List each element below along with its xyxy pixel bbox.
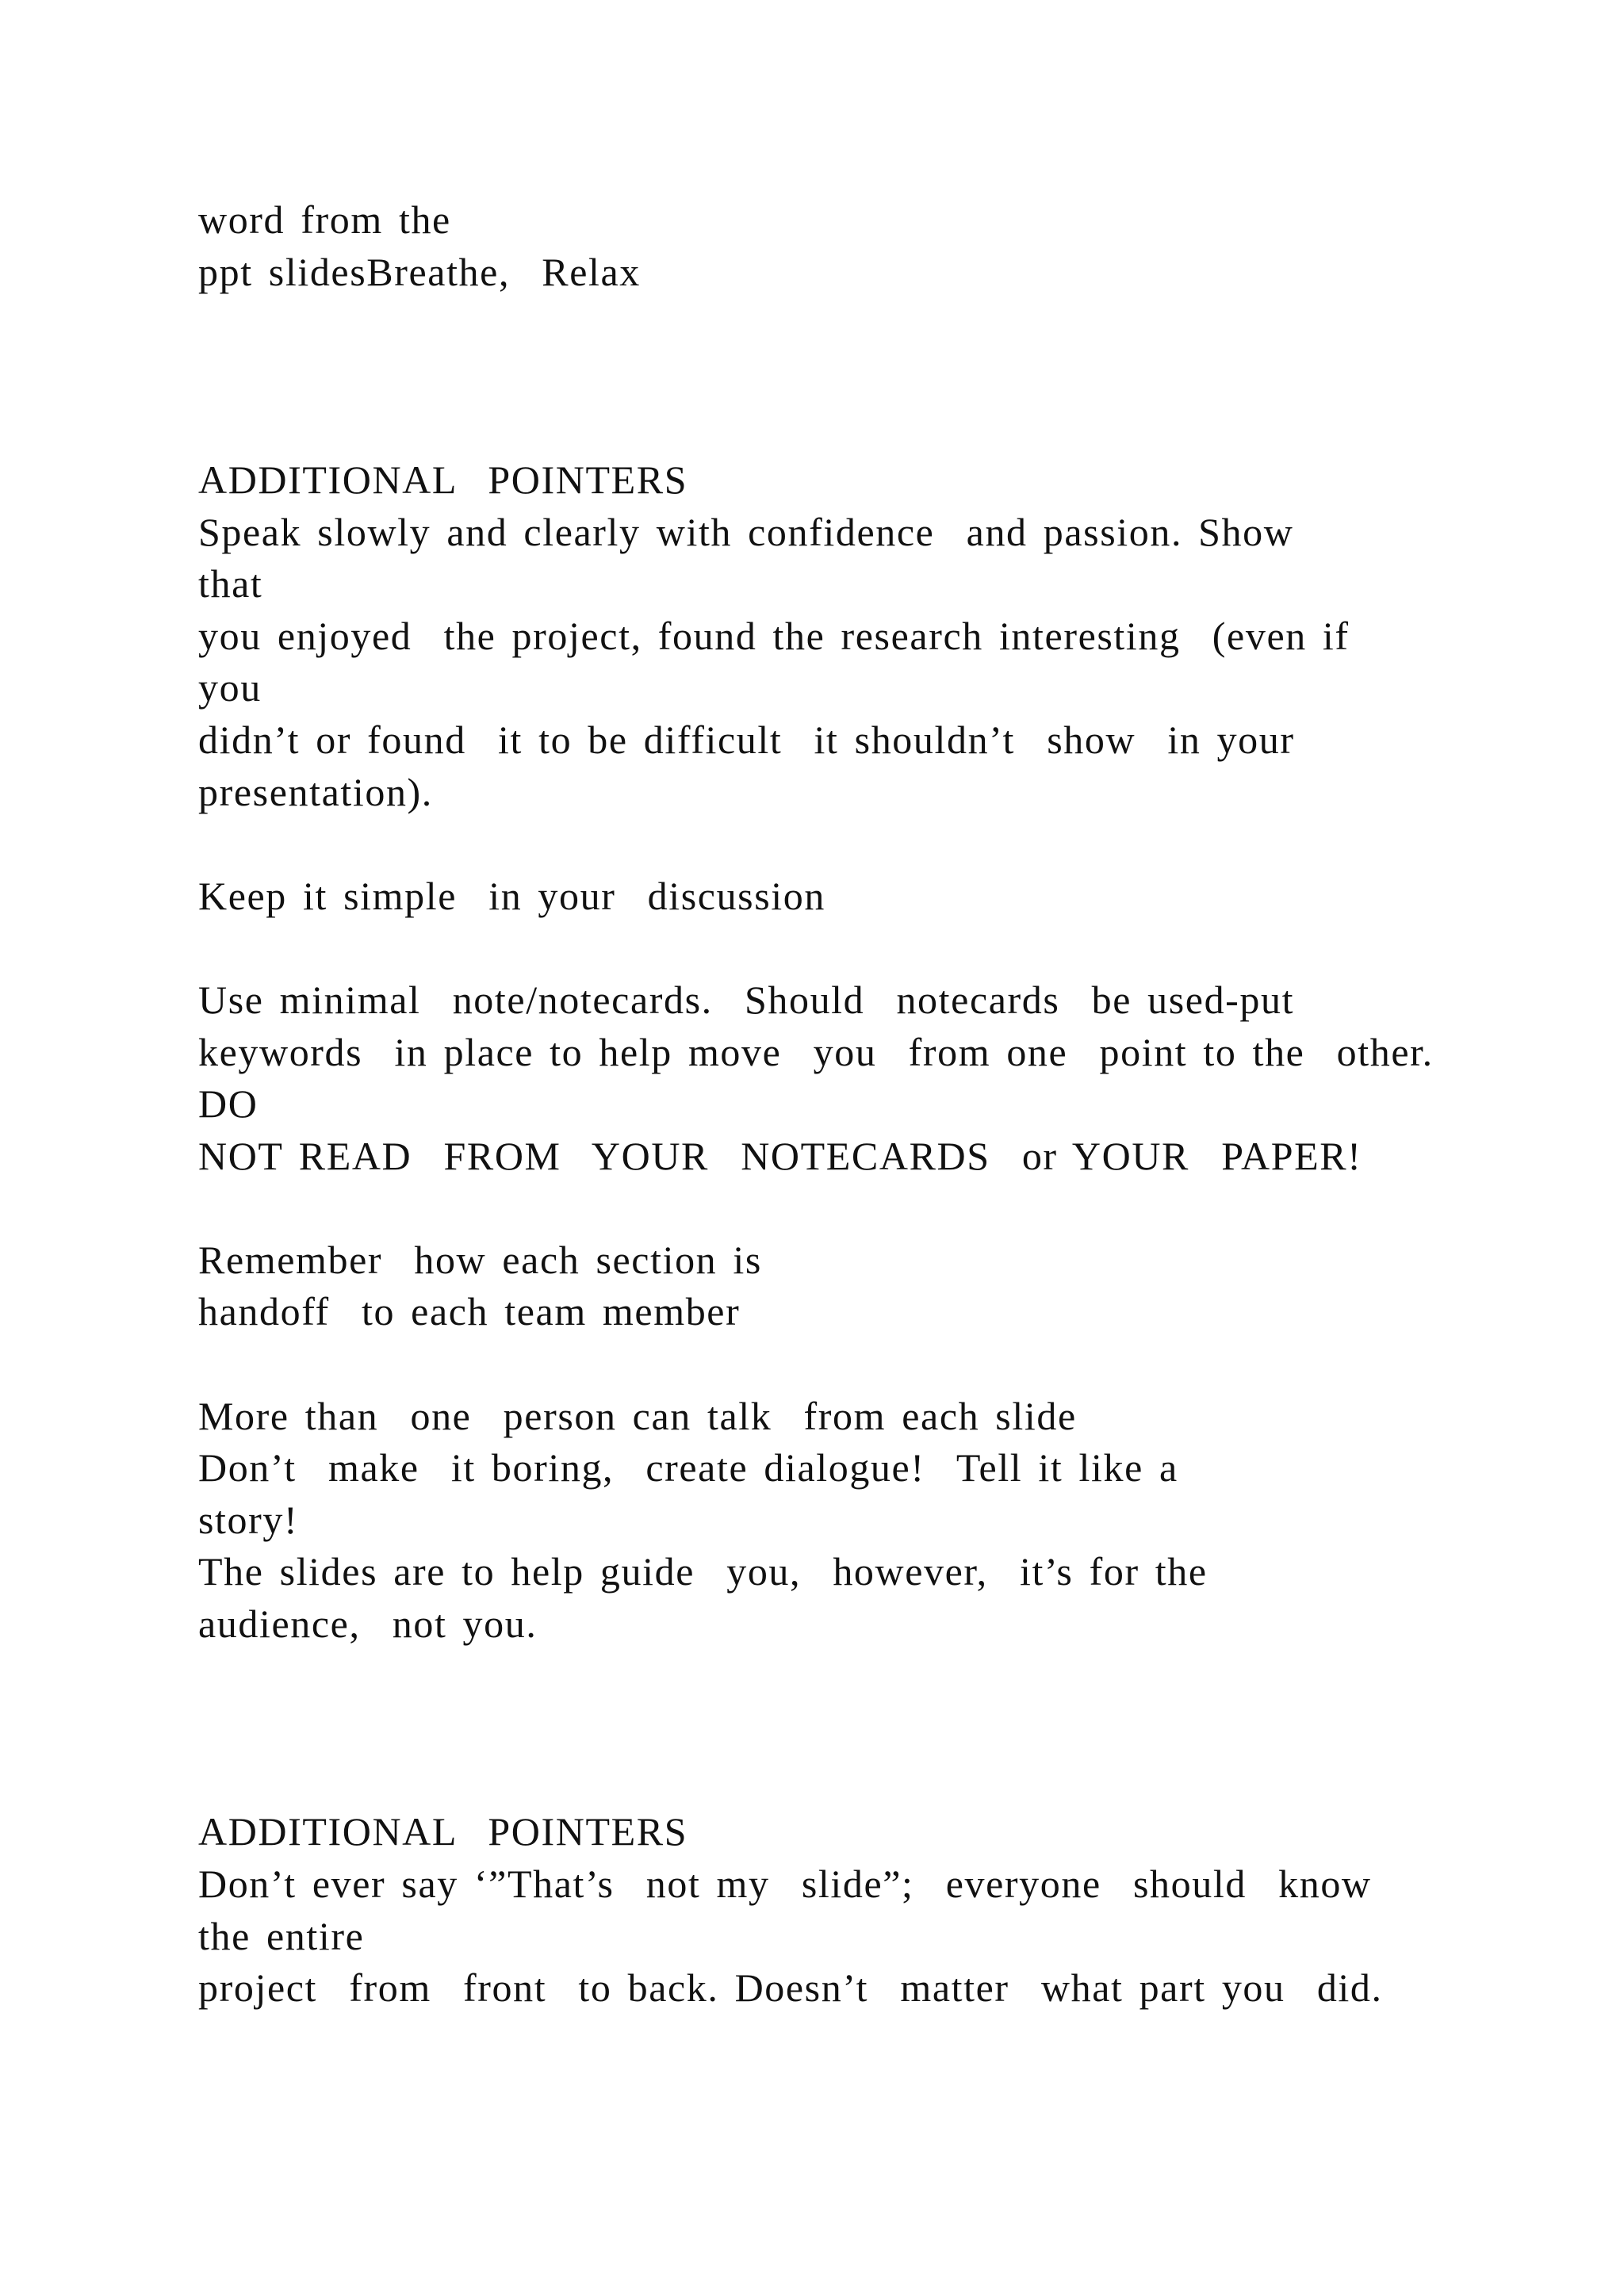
spacer <box>198 298 1546 454</box>
text-line: you <box>198 665 262 710</box>
text-line: Remember how each section is <box>198 1237 762 1282</box>
text-line: story! <box>198 1497 299 1542</box>
text-line: that <box>198 561 263 607</box>
text-line: The slides are to help guide you, however, it’s for the <box>198 1549 1208 1594</box>
spacer <box>198 922 1546 974</box>
text-line: DO <box>198 1081 259 1127</box>
spacer <box>198 1182 1546 1234</box>
text-line: ppt slidesBreathe, Relax <box>198 249 641 294</box>
text-line: Speak slowly and clearly with confidence and passion. Show <box>198 509 1294 554</box>
text-line: the entire <box>198 1913 365 1958</box>
text-line: Don’t make it boring, create dialogue! Tell it like a <box>198 1445 1178 1490</box>
text-line: Don’t ever say ‘”That’s not my slide”; everyone should know <box>198 1862 1372 1907</box>
text-line: you enjoyed the project, found the research interesting (even if <box>198 613 1350 658</box>
text-line: handoff to each team member <box>198 1289 741 1334</box>
spacer <box>198 818 1546 871</box>
text-line: Use minimal note/notecards. Should notecards be used-put <box>198 977 1295 1022</box>
section-heading: ADDITIONAL POINTERS <box>198 457 688 502</box>
spacer <box>198 1651 1546 1807</box>
text-line: Keep it simple in your discussion <box>198 873 825 918</box>
spacer <box>198 1338 1546 1391</box>
text-line: project from front to back. Doesn’t matter what part you did. <box>198 1965 1383 2011</box>
text-line: presentation). <box>198 769 433 814</box>
text-line: word from the <box>198 197 451 242</box>
text-line: NOT READ FROM YOUR NOTECARDS or YOUR PAPER! <box>198 1133 1362 1178</box>
text-line: More than one person can talk from each slide <box>198 1393 1077 1438</box>
document-body <box>198 194 1546 2015</box>
text-line: keywords in place to help move you from one point to the other. <box>198 1029 1434 1074</box>
text-line: didn’t or found it to be difficult it shouldn’t show in your <box>198 717 1295 762</box>
text-line: audience, not you. <box>198 1601 538 1647</box>
section-heading: ADDITIONAL POINTERS <box>198 1809 688 1854</box>
